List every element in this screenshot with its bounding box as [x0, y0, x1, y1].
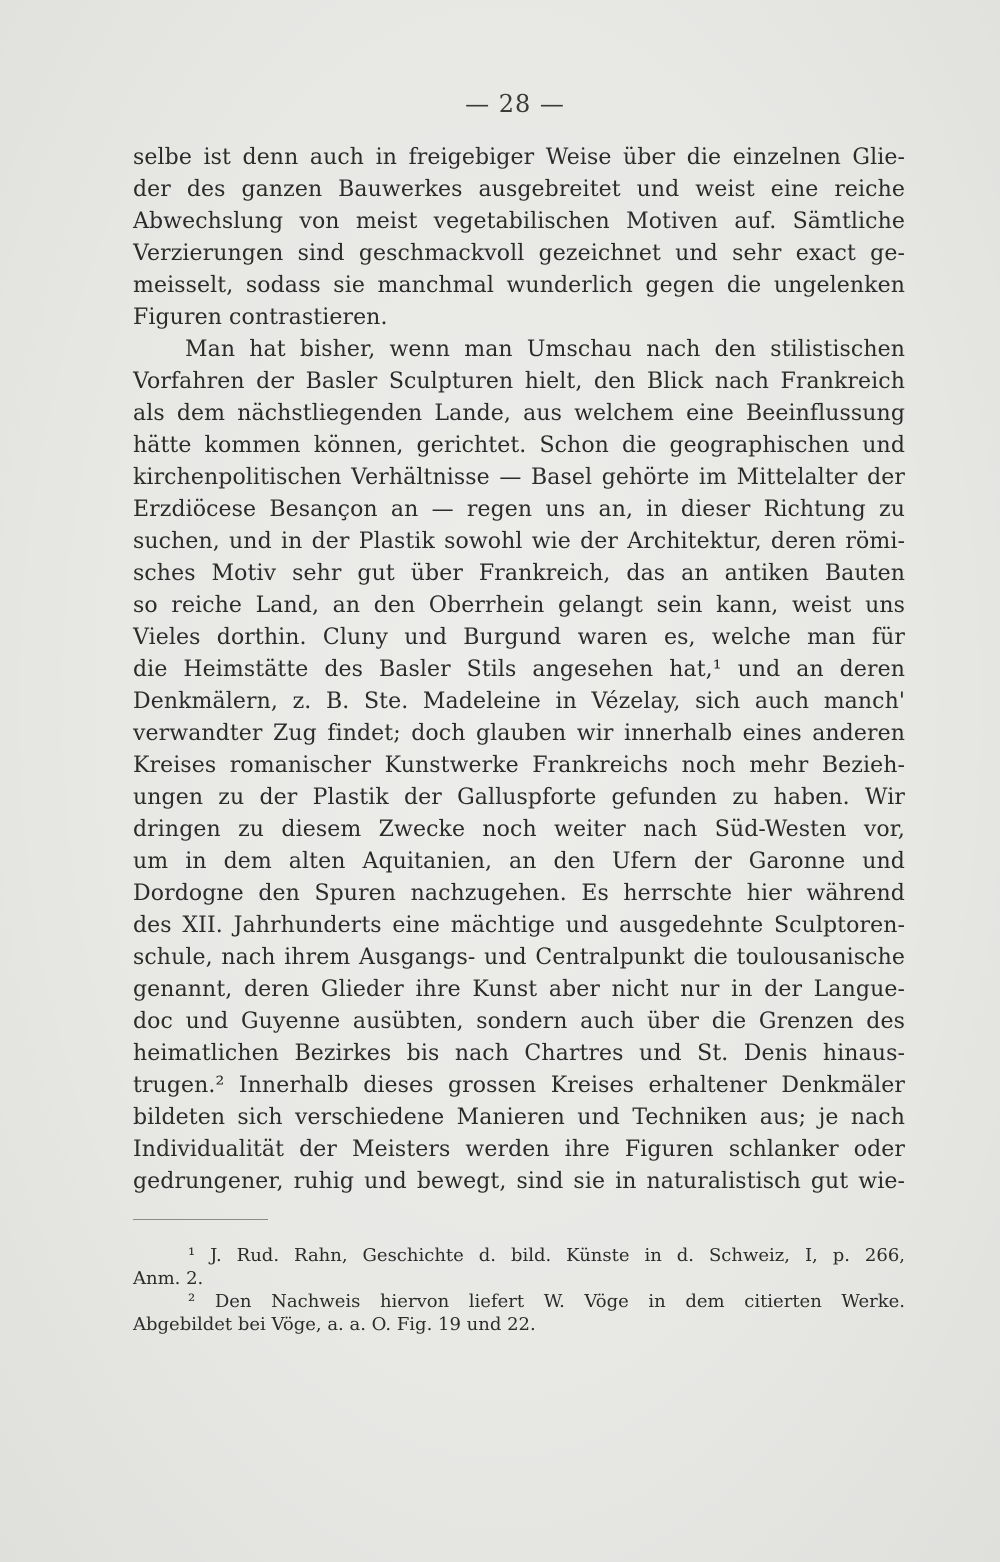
- footnote-line: ¹ J. Rud. Rahn, Geschichte d. bild. Künste in d. Schweiz, I, p. 266,: [188, 1245, 905, 1266]
- text-line: doc und Guyenne ausübten, sondern auch über die Grenzen des: [133, 1009, 905, 1034]
- text-line: ungen zu der Plastik der Galluspforte gefunden zu haben. Wir: [133, 785, 905, 810]
- text-line: Abwechslung von meist vegetabilischen Motiven auf. Sämtliche: [133, 209, 905, 234]
- text-line: Individualität der Meisters werden ihre Figuren schlanker oder: [133, 1137, 905, 1162]
- footnote-separator: [133, 1219, 268, 1220]
- text-line: meisselt, sodass sie manchmal wunderlich gegen die ungelenken: [133, 273, 905, 298]
- text-line: um in dem alten Aquitanien, an den Ufern der Garonne und: [133, 849, 905, 874]
- page-number: — 28 —: [465, 90, 565, 118]
- text-line: Vorfahren der Basler Sculpturen hielt, den Blick nach Frankreich: [133, 369, 905, 394]
- text-line: gedrungener, ruhig und bewegt, sind sie in naturalistisch gut wie-: [133, 1169, 905, 1194]
- text-line: Figuren contrastieren.: [133, 305, 388, 330]
- footnotes: [133, 1244, 905, 1336]
- text-line: bildeten sich verschiedene Manieren und Techniken aus; je nach: [133, 1105, 905, 1130]
- text-line: der des ganzen Bauwerkes ausgebreitet und weist eine reiche: [133, 177, 905, 202]
- text-line: hätte kommen können, gerichtet. Schon die geographischen und: [133, 433, 905, 458]
- text-line: Dordogne den Spuren nachzugehen. Es herrschte hier während: [133, 881, 905, 906]
- text-line: des XII. Jahrhunderts eine mächtige und ausgedehnte Sculptoren-: [133, 913, 905, 938]
- text-line: als dem nächstliegenden Lande, aus welchem eine Beeinflussung: [133, 401, 905, 426]
- text-line: trugen.² Innerhalb dieses grossen Kreises erhaltener Denkmäler: [133, 1073, 905, 1098]
- text-line: kirchenpolitischen Verhältnisse — Basel gehörte im Mittelalter der: [133, 465, 905, 490]
- text-line: verwandter Zug findet; doch glauben wir innerhalb eines anderen: [133, 721, 905, 746]
- text-line: Vieles dorthin. Cluny und Burgund waren es, welche man für: [133, 625, 905, 650]
- body-text: [133, 142, 905, 1198]
- text-line: dringen zu diesem Zwecke noch weiter nach Süd-Westen vor,: [133, 817, 905, 842]
- text-line: Man hat bisher, wenn man Umschau nach den stilistischen: [185, 337, 905, 362]
- text-line: heimatlichen Bezirkes bis nach Chartres und St. Denis hinaus-: [133, 1041, 905, 1066]
- text-line: sches Motiv sehr gut über Frankreich, das an antiken Bauten: [133, 561, 905, 586]
- text-line: schule, nach ihrem Ausgangs- und Centralpunkt die toulousanische: [133, 945, 905, 970]
- text-line: die Heimstätte des Basler Stils angesehen hat,¹ und an deren: [133, 657, 905, 682]
- text-line: Kreises romanischer Kunstwerke Frankreichs noch mehr Bezieh-: [133, 753, 905, 778]
- text-line: so reiche Land, an den Oberrhein gelangt sein kann, weist uns: [133, 593, 905, 618]
- footnote-line: Anm. 2.: [133, 1268, 204, 1289]
- text-line: Denkmälern, z. B. Ste. Madeleine in Vézelay, sich auch manch': [133, 689, 905, 714]
- text-line: selbe ist denn auch in freigebiger Weise über die einzelnen Glie-: [133, 145, 905, 170]
- text-line: genannt, deren Glieder ihre Kunst aber nicht nur in der Langue-: [133, 977, 905, 1002]
- footnote-line: ² Den Nachweis hiervon liefert W. Vöge in dem citierten Werke.: [188, 1291, 905, 1312]
- text-line: suchen, und in der Plastik sowohl wie der Architektur, deren römi-: [133, 529, 905, 554]
- text-line: Verzierungen sind geschmackvoll gezeichnet und sehr exact ge-: [133, 241, 905, 266]
- footnote-line: Abgebildet bei Vöge, a. a. O. Fig. 19 und 22.: [133, 1314, 536, 1335]
- text-line: Erzdiöcese Besançon an — regen uns an, in dieser Richtung zu: [133, 497, 905, 522]
